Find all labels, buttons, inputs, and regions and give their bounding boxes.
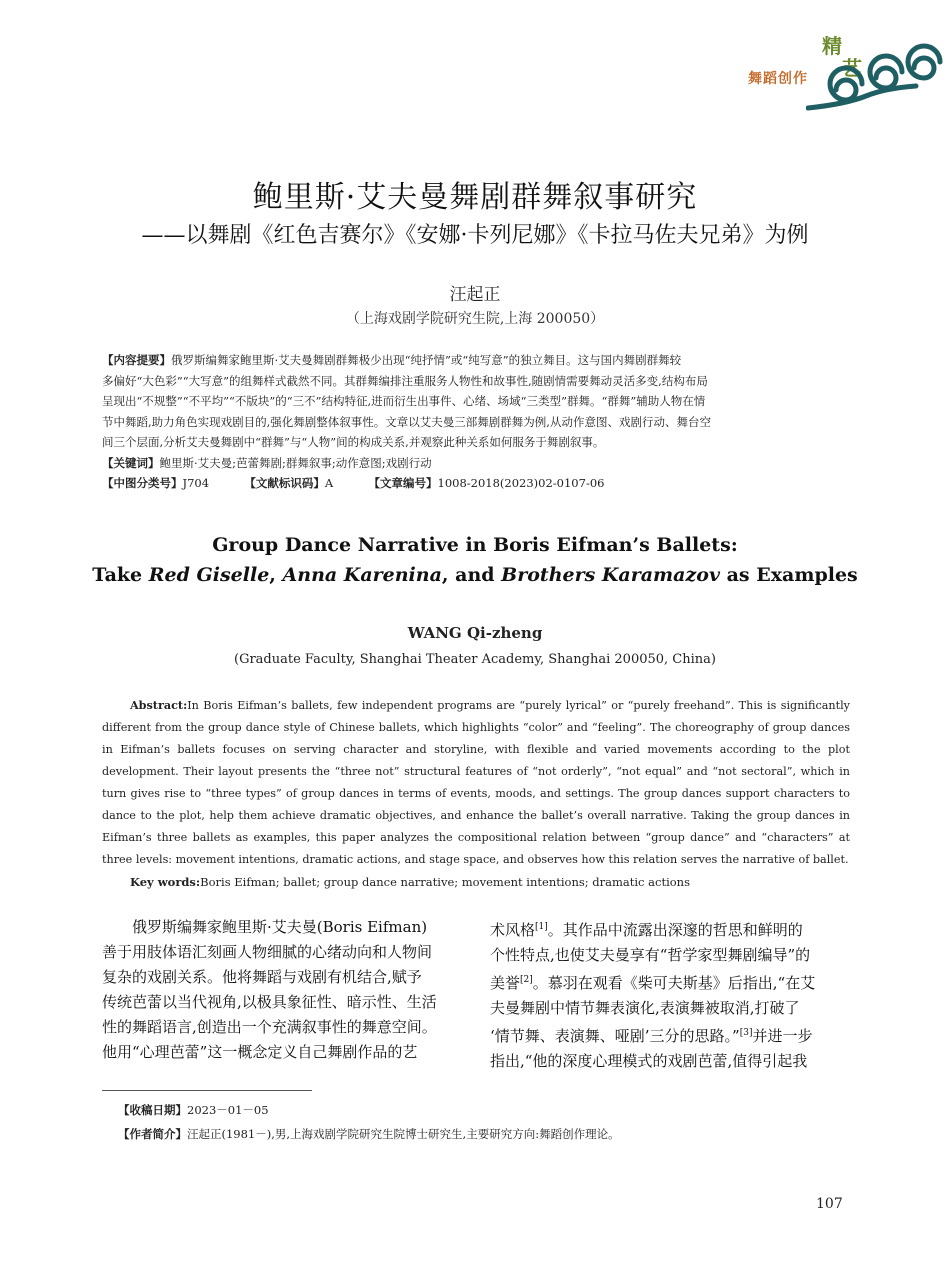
keywords-cn: 【关键词】鲍里斯·艾夫曼;芭蕾舞剧;群舞叙事;动作意图;戏剧行动	[102, 455, 432, 470]
column-name: 舞蹈创作	[748, 71, 808, 87]
abstract-cn-line-3: 呈现出“不规整”“不平均”“不版块”的“三不”结构特征,进而衍生出事件、心绪、场域“三类型”群舞。“群舞”辅助人物在情	[102, 394, 706, 408]
body-right-line-4: 夫曼舞剧中情节舞表演化,表演舞被取消,打破了	[490, 999, 800, 1017]
abstract-en-label: Abstract:	[130, 698, 188, 712]
keywords-en-label: Key words:	[130, 875, 201, 889]
body-right-line-2: 个性特点,也使艾夫曼享有“哲学家型舞剧编导”的	[490, 946, 811, 964]
english-affiliation: (Graduate Faculty, Shanghai Theater Academy, Shanghai 200050, China)	[234, 652, 716, 667]
abstract-cn-label: 【内容提要】	[102, 353, 171, 367]
abstract-cn-line-4: 节中舞蹈,助力角色实现戏剧目的,强化舞剧整体叙事性。文章以艾夫曼三部舞剧群舞为例,从动作意图、戏剧行动、舞台空	[102, 414, 711, 429]
footnote-divider	[102, 1090, 312, 1091]
body-left-line-3: 复杂的戏剧关系。他将舞蹈与戏剧有机结合,赋予	[102, 968, 422, 986]
received-date: 【收稿日期】2023－01－05	[118, 1103, 269, 1117]
citation-ref-3[interactable]: [3]	[739, 1028, 753, 1038]
author-name: 汪起正	[449, 285, 501, 305]
body-left-line-5: 性的舞蹈语言,创造出一个充满叙事性的舞意空间。	[102, 1018, 437, 1036]
english-title-line-1: Group Dance Narrative in Boris Eifman’s Ballets:	[212, 534, 738, 556]
badge-char-2: 艺	[842, 56, 862, 80]
abstract-en-text: In Boris Eifman’s ballets, few independent programs are “purely lyrical” or “purely freehand”. This is significantly different from the group dance style of Chinese ballets, which highlights “color” and “feeling”. The choreography of group dances in Eifman’s ballets focuses on serving character and storyline, with flexible and varied movements according to the plot development. Their layout presents the “three not” structural features of “not orderly”, “not equal” and “not sectoral”, which in turn gives rise to “three types” of group dances in terms of events, moods, and settings. The group dances support characters to dance to the plot, help them achieve dramatic objectives, and enhance the ballet’s overall narrative. Taking the group dances in Eifman’s three ballets as examples, this paper analyzes the compositional relation between “group dance” and “characters” at three levels: movement intentions, dramatic actions, and stage space, and observes how this relation serves the narrative of ballet.	[102, 699, 850, 866]
body-right-line-1: 术风格[1]。其作品中流露出深邃的哲思和鲜明的	[490, 921, 803, 939]
body-left-line-2: 善于用肢体语汇刻画人物细腻的心绪动向和人物间	[102, 943, 433, 961]
classification-line: 【中图分类号】J704 【文献标识码】A 【文章编号】1008-2018(2023)02-0107-06	[102, 476, 605, 490]
author-bio: 【作者简介】汪起正(1981－),男,上海戏剧学院研究生院博士研究生,主要研究方向:舞蹈创作理论。	[118, 1127, 620, 1141]
english-author: WANG Qi-zheng	[407, 624, 543, 642]
swirl-ornament-icon	[806, 38, 950, 114]
body-right-line-5: ‘情节舞、表演舞、哑剧’三分的思路。”[3]并进一步	[490, 1027, 813, 1045]
body-left-line-1: 俄罗斯编舞家鲍里斯·艾夫曼(Boris Eifman)	[132, 918, 428, 936]
abstract-cn-line-5: 间三个层面,分析艾夫曼舞剧中“群舞”与“人物”间的构成关系,并观察此种关系如何服务于舞剧叙事。	[102, 435, 605, 449]
keywords-cn-label: 【关键词】	[102, 455, 160, 470]
body-left-line-6: 他用“心理芭蕾”这一概念定义自己舞剧作品的艺	[102, 1043, 418, 1061]
abstract-cn-line-1: 【内容提要】俄罗斯编舞家鲍里斯·艾夫曼舞剧群舞极少出现“纯抒情”或“纯写意”的独立舞目。这与国内舞剧群舞较	[102, 353, 682, 367]
citation-ref-2[interactable]: [2]	[520, 975, 533, 985]
body-right-line-6: 指出,“他的深度心理模式的戏剧芭蕾,值得引起我	[490, 1052, 808, 1070]
citation-ref-1[interactable]: [1]	[535, 922, 548, 932]
english-title-line-2: Take Red Giselle, Anna Karenina, and Brothers Karamazov as Examples	[92, 564, 858, 586]
body-column-left	[102, 915, 460, 1065]
page-subtitle: ——以舞剧《红色吉赛尔》《安娜·卡列尼娜》《卡拉马佐夫兄弟》为例	[141, 223, 809, 248]
body-column-right	[490, 915, 848, 1074]
abstract-en	[102, 694, 850, 871]
badge-char-1: 精	[822, 34, 842, 58]
body-right-line-3: 美誉[2]。慕羽在观看《柴可夫斯基》后指出,“在艾	[490, 974, 816, 992]
author-affiliation: （上海戏剧学院研究生院,上海 200050）	[345, 311, 605, 327]
body-left-line-4: 传统芭蕾以当代视角,以极具象征性、暗示性、生活	[102, 993, 437, 1011]
abstract-cn-line-2: 多偏好“大色彩”“大写意”的组舞样式截然不同。其群舞编排注重服务人物性和故事性,随剧情需要舞动灵活多变,结构布局	[102, 373, 708, 388]
page-title: 鲍里斯·艾夫曼舞剧群舞叙事研究	[252, 180, 698, 215]
page-number: 107	[816, 1196, 843, 1212]
keywords-en: Key words:Boris Eifman; ballet; group dance narrative; movement intentions; dramatic actions	[130, 875, 690, 889]
abstract-cn	[102, 350, 852, 494]
